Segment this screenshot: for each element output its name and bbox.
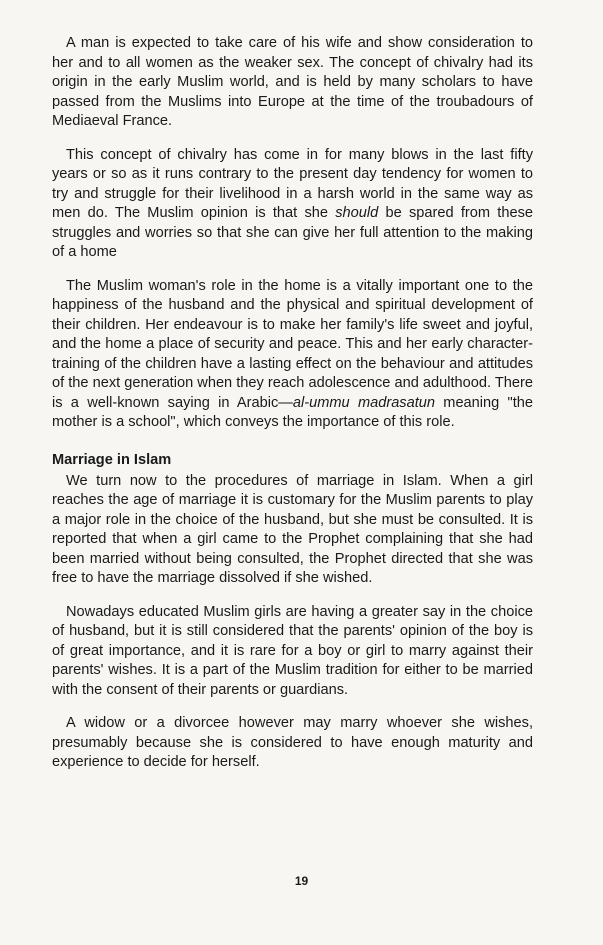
paragraph-text: We turn now to the procedures of marriage in Islam. When a girl reaches the age of marriage it is customary for the Muslim parents to play a major role in the choice of the husband, but she must be consulted. It is reported that when a girl came to the Prophet complaining that she had been married without being consulted, the Prophet directed that she was free to have the marriage dissolved if she wished.	[52, 472, 533, 586]
paragraph-widow-divorcee	[52, 714, 533, 773]
paragraph-text: Nowadays educated Muslim girls are having a greater say in the choice of husband, but it is still considered that the parents' opinion of the boy is of great importance, and it is rare for a boy or girl to marry against their parents' wishes. It is a part of the Muslim tradition for either to be married with the consent of their parents or guardians.	[52, 603, 533, 698]
paragraph-text: A man is expected to take care of his wife and show consideration to her and to all women as the weaker sex. The concept of chivalry had its origin in the early Muslim world, and is held by many scholars to have passed from the Muslims into Europe at the time of the troubadours of Mediaeval France.	[52, 35, 533, 129]
paragraph-marriage-procedures	[52, 472, 533, 589]
paragraph-chivalry-origin	[52, 34, 533, 132]
paragraph-chivalry-blows	[52, 146, 533, 263]
paragraph-text-after: meaning "the mother is a school", which conveys the importance of this role.	[52, 394, 534, 430]
paragraph-text-before: This concept of chivalry has come in for many blows in the last fifty years or so as it runs contrary to the present day tendency for women to try and struggle for their livelihood in a harsh world in the same way as men do. The Muslim opinion is that she	[52, 146, 533, 221]
paragraph-italic-term: should	[335, 205, 379, 221]
paragraph-text-before: The Muslim woman's role in the home is a vitally important one to the happiness of the husband and the physical and spiritual development of their children. Her endeavour is to make her family's life sweet and joyful, and the home a place of security and peace. This and her early character-training of the children have a lasting effect on the behaviour and attitudes of the next generation when they reach adolescence and adulthood. There is a well-known saying in Arabic—	[52, 277, 533, 411]
paragraph-educated-girls	[52, 603, 533, 701]
page-number: 19	[294, 874, 309, 888]
paragraph-italic-term: al-ummu madrasatun	[292, 394, 436, 411]
section-heading: Marriage in Islam	[52, 451, 172, 468]
paragraph-text: A widow or a divorcee however may marry whoever she wishes, presumably because she is considered to have enough maturity and experience to decide for herself.	[52, 715, 533, 770]
paragraph-text-after: be spared from these struggles and worries so that she can give her full attention to the making of a home	[52, 205, 534, 260]
paragraph-womans-role	[52, 277, 533, 433]
